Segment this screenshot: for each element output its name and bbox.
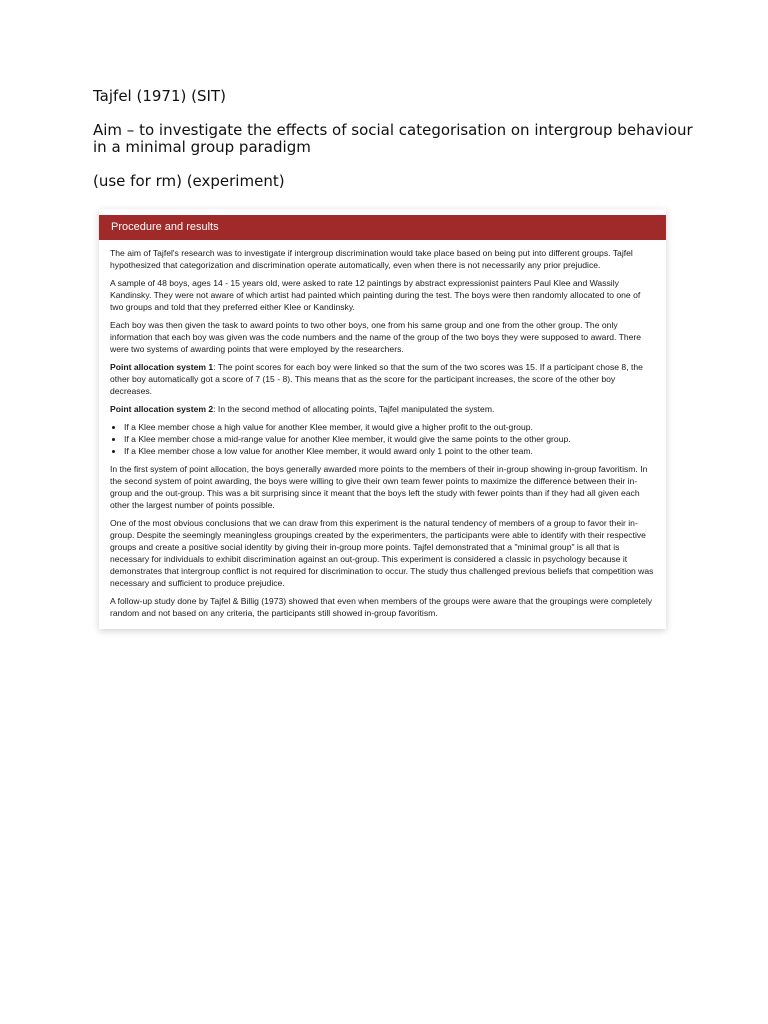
usage-tags: (use for rm) (experiment) <box>93 172 285 190</box>
conclusions-paragraph: One of the most obvious conclusions that we can draw from this experiment is the natural tendency of members of a group to favor their in-group. Despite the seemingly meaningless groupings created by the experimenters, the participants were able to identify with their respective groups and create a positive social identity by giving their in-group more points. Tajfel demonstrated that a "minimal group" is all that is necessary for individuals to exhibit discrimination against an out-group. This experiment is considered a classic in psychology because it demonstrates that intergroup conflict is not required for discrimination to occur. The study thus challenged previous beliefs that competition was necessary and sufficient to produce prejudice. <box>110 518 654 588</box>
procedure-results-image <box>99 209 666 629</box>
point-system-1-text: : The point scores for each boy were linked so that the sum of the two scores was 15. If a participant chose 8, the other boy automatically got a score of 7 (15 - 8). This means that as the score for the participant increases, the score of the other boy decreases. <box>110 362 643 396</box>
point-system-2-paragraph <box>110 403 656 415</box>
card-body <box>110 247 656 625</box>
aim-statement: Aim – to investigate the effects of social categorisation on intergroup behaviour in a minimal group paradigm <box>93 121 693 156</box>
sample-paragraph: A sample of 48 boys, ages 14 - 15 years old, were asked to rate 12 paintings by abstract expressionist painters Paul Klee and Wassily Kandinsky. They were not aware of which artist had painted which painting during the test. The boys were then randomly allocated to one of two groups and told that they preferred either Klee or Kandinsky. <box>110 278 641 312</box>
list-item: • If a Klee member chose a mid-range value for another Klee member, it would give the same points to the other group. <box>124 433 656 445</box>
list-item: • If a Klee member chose a high value for another Klee member, it would give a higher profit to the out-group. <box>124 421 656 433</box>
aim-paragraph: The aim of Tajfel's research was to investigate if intergroup discrimination would take place based on being put into different groups. Tajfel hypothesized that categorization and discrimination operate automatically, even when there is not necessarily any prior prejudice. <box>110 248 633 270</box>
document-title: Tajfel (1971) (SIT) <box>93 87 226 105</box>
follow-up-paragraph: A follow-up study done by Tajfel & Billig (1973) showed that even when members of the groups were aware that the groupings were completely random and not based on any criteria, the participants still showed in-group favoritism. <box>110 596 653 618</box>
point-system-2-label: Point allocation system 2 <box>110 404 214 414</box>
card-header: Procedure and results <box>99 215 666 240</box>
point-system-2-list <box>110 421 656 457</box>
point-system-1-label: Point allocation system 1 <box>110 362 214 372</box>
list-item: • If a Klee member chose a low value for another Klee member, it would award only 1 point to the other team. <box>124 445 656 457</box>
results-paragraph: In the first system of point allocation, the boys generally awarded more points to the members of their in-group showing in-group favoritism. In the second system of point awarding, the boys were willing to give their own team fewer points to maximize the difference between their in-group and the out-group. This was a bit surprising since it meant that the boys left the study with fewer points than if they had all given each other the largest number of points possible. <box>110 464 648 510</box>
point-system-2-text: : In the second method of allocating points, Tajfel manipulated the system. <box>213 404 495 414</box>
point-system-1-paragraph <box>110 361 656 397</box>
task-paragraph: Each boy was then given the task to award points to two other boys, one from his same group and one from the other group. The only information that each boy was given was the code numbers and the name of the group of the two boys they were supposed to award. There were two systems of awarding points that were employed by the researchers. <box>110 320 642 354</box>
